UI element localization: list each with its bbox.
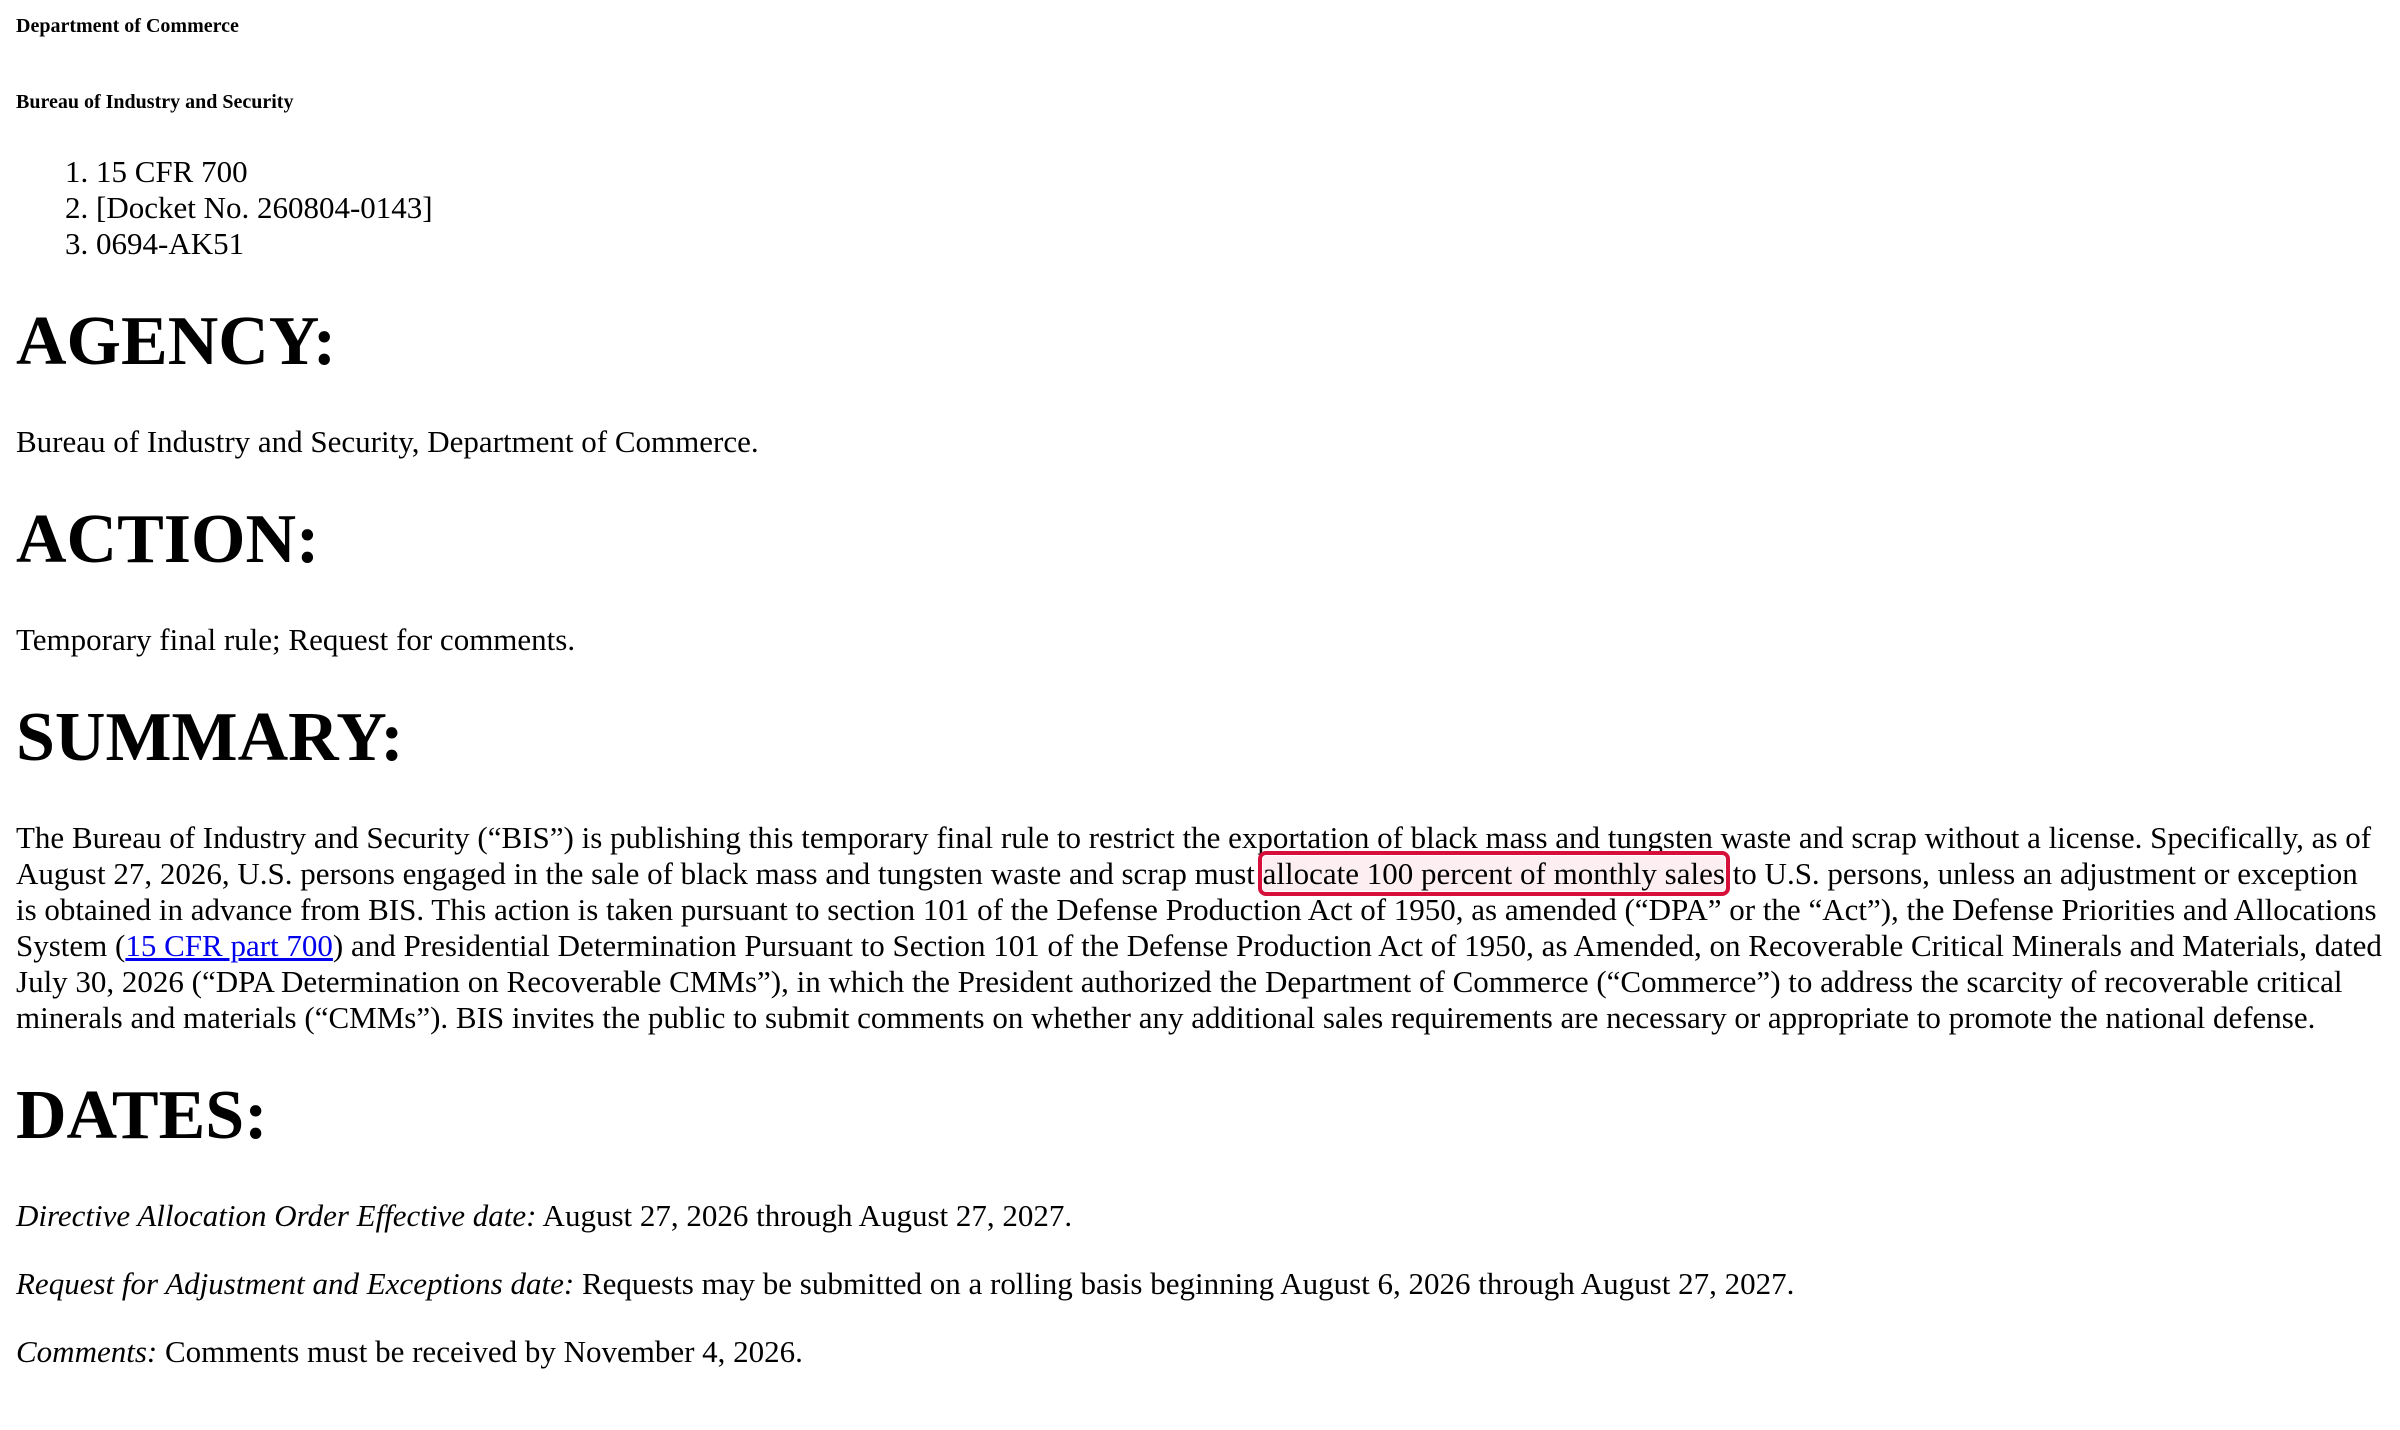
document-metadata-list xyxy=(16,154,2386,262)
agency-text: Bureau of Industry and Security, Department of Commerce. xyxy=(16,424,759,459)
effective-date-line xyxy=(16,1198,2386,1234)
effective-date-label: Directive Allocation Order Effective date: xyxy=(16,1198,537,1233)
action-text: Temporary final rule; Request for comments. xyxy=(16,622,576,657)
adjustment-date-line xyxy=(16,1266,2386,1302)
department-name: Department of Commerce xyxy=(16,15,239,37)
comments-date-label: Comments: xyxy=(16,1334,158,1369)
effective-date-value: August 27, 2026 through August 27, 2027. xyxy=(536,1198,1073,1233)
summary-text-part-3: ) and Presidential Determination Pursuant to Section 101 of the Defense Production Act of 1950, as Amended, on Recoverable Critical Minerals and Materials, dated July 30, 2026 (“DPA Determination on Recoverable CMMs”), in which the President authorized the Department of Commerce (“Commerce”) to address the scarcity of recoverable critical minerals and materials (“CMMs”). BIS invites the public to submit comments on whether any additional sales requirements are necessary or appropriate to promote the national defense. xyxy=(16,928,2382,1035)
summary-paragraph xyxy=(16,820,2386,1036)
summary-text-part-2: to U.S. persons, unless an adjustment or exception is obtained in advance from BIS. This action is taken pursuant to section 101 of the Defense Production Act of 1950, as amended (“DPA” or the “Act”), the Defense Priorities and Allocations System ( xyxy=(16,856,2377,963)
summary-text-part-1: The Bureau of Industry and Security (“BIS”) is publishing this temporary final rule to restrict the exportation of black mass and tungsten waste and scrap without a license. Specifically, as of August 27, 2026, U.S. persons engaged in the sale of black mass and tungsten waste and scrap must xyxy=(16,820,2372,891)
action-heading: ACTION: xyxy=(16,501,320,578)
adjustment-date-label: Request for Adjustment and Exceptions date: xyxy=(16,1266,575,1301)
cfr-citation: 1. 15 CFR 700 xyxy=(96,154,2386,190)
summary-heading: SUMMARY: xyxy=(16,699,404,776)
highlighted-phrase: allocate 100 percent of monthly sales xyxy=(1262,856,1725,891)
adjustment-date-value: Requests may be submitted on a rolling basis beginning August 6, 2026 through August 27, 2027. xyxy=(574,1266,1795,1301)
comments-date-value: Comments must be received by November 4, 2026. xyxy=(157,1334,803,1369)
agency-heading: AGENCY: xyxy=(16,303,337,380)
bureau-name: Bureau of Industry and Security xyxy=(16,91,294,113)
docket-number: 2. [Docket No. 260804-0143] xyxy=(96,190,2386,226)
dates-heading: DATES: xyxy=(16,1077,268,1154)
comments-date-line xyxy=(16,1334,2386,1370)
rin-number: 3. 0694-AK51 xyxy=(96,226,2386,262)
cfr-part-700-link[interactable]: 15 CFR part 700 xyxy=(125,928,333,963)
